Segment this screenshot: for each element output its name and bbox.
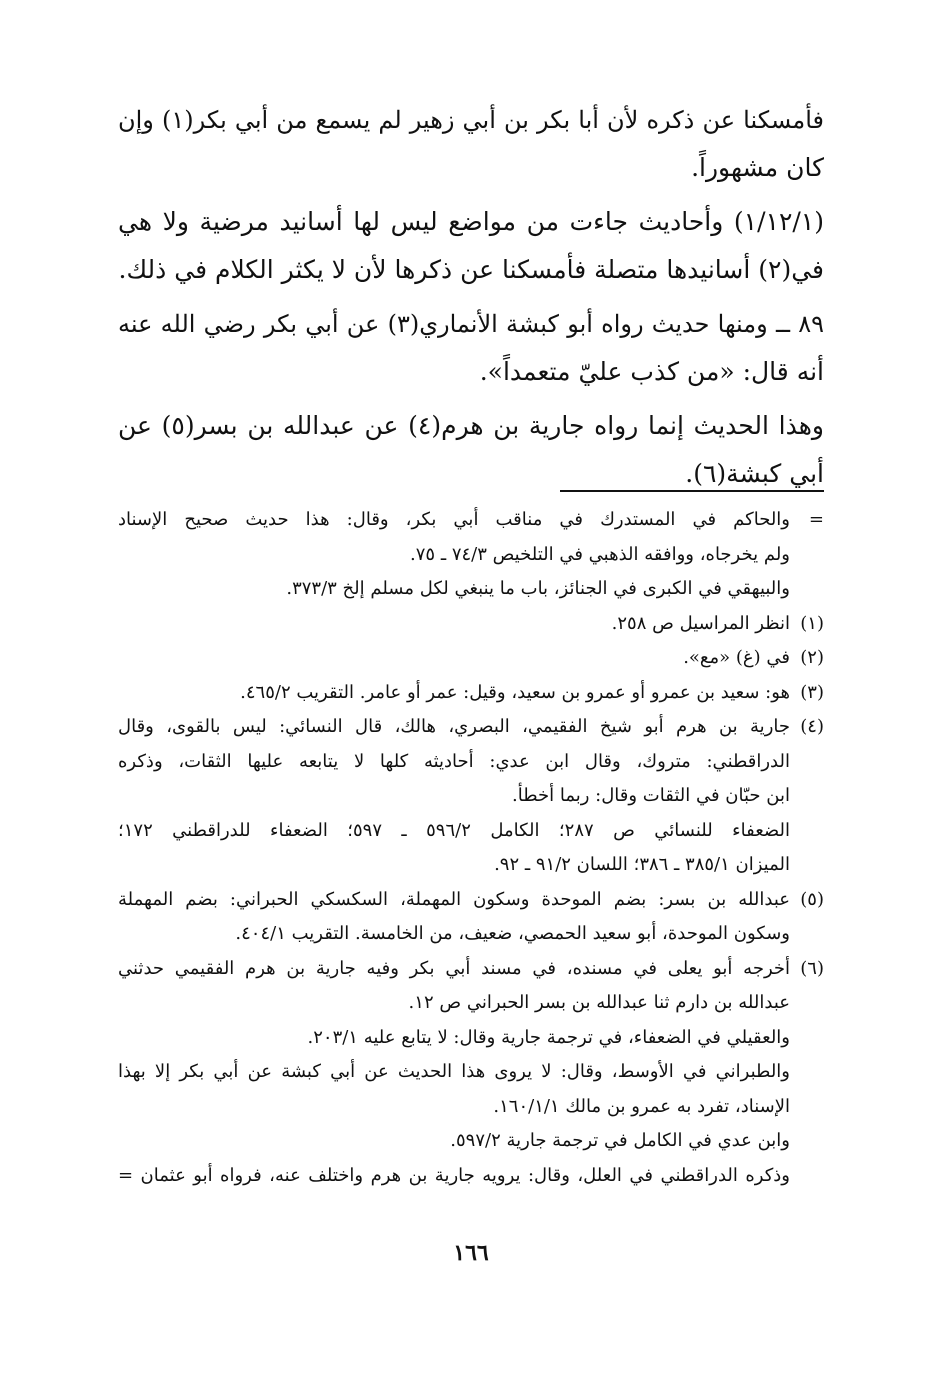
main-text-line: أنه قال: «من كذب عليّ متعمداً». (479, 357, 824, 386)
footnote-text: الإسناد، تفرد به عمرو بن مالك ١٦٠/١/١. (493, 1095, 790, 1117)
footnote-line (118, 503, 824, 538)
footnote-text: والطبراني في الأوسط، وقال: لا يروى هذا الحديث عن أبي كبشة عن أبي بكر إلا بهذا (118, 1061, 790, 1082)
footnote-text: عبدالله بن دارم ثنا عبدالله بن بسر الحبراني ص ١٢. (408, 992, 790, 1013)
footnote-text: انظر المراسيل ص ٢٥٨. (611, 612, 790, 634)
footnote-line (118, 986, 824, 1021)
footnote-line (118, 1055, 824, 1090)
footnote-text: جارية بن هرم أبو شيخ الفقيمي، البصري، هالك، قال النسائي: ليس بالقوى، وقال (118, 716, 790, 737)
footnote-text: وابن عدي في الكامل في ترجمة جارية ٥٩٧/٢. (450, 1130, 790, 1151)
footnote-line (118, 710, 824, 745)
main-text (118, 96, 824, 498)
footnote-text: الدراقطني: متروك، وقال ابن عدي: أحاديثه كلها لا يتابعه عليها الثقات، وذكره (118, 750, 790, 772)
footnote-text: عبدالله بن بسر: بضم الموحدة وسكون المهملة، السكسكي الحبراني: بضم المهملة (118, 888, 790, 910)
footnote-line (118, 607, 824, 642)
footnote-line (118, 538, 824, 573)
main-text-line: في(٢) أسانيدها متصلة فأمسكنا عن ذكرها لأن لا يكثر الكلام في ذلك. (118, 255, 824, 284)
footnote-line (118, 848, 824, 883)
footnote-line (118, 814, 824, 849)
footnote-line (118, 1021, 824, 1056)
footnote-marker: (١) (800, 612, 824, 634)
footnote-text: هو: سعيد بن عمرو أو عمرو بن سعيد، وقيل: عمر أو عامر. التقريب ٤٦٥/٢. (240, 681, 790, 703)
footnote-line (118, 676, 824, 711)
footnote-text: وسكون الموحدة، أبو سعيد الحمصي، ضعيف، من الخامسة. التقريب ٤٠٤/١. (235, 923, 790, 944)
footnote-text: والعقيلي في الضعفاء، في ترجمة جارية وقال: لا يتابع عليه ٢٠٣/١. (307, 1026, 790, 1048)
main-text-line: (١/١٢/١) وأحاديث جاءت من مواضع ليس لها أسانيد مرضية ولا هي (118, 207, 824, 236)
footnote-text: الضعفاء للنسائي ص ٢٨٧؛ الكامل ٥٩٦/٢ ـ ٥٩٧؛ الضعفاء للدراقطني ١٧٢؛ (118, 819, 790, 841)
main-text-line: أبي كبشة(٦). (685, 459, 824, 488)
page-number: ١٦٦ (453, 1240, 489, 1266)
footnote-text: ابن حبّان في الثقات وقال: ربما أخطأ. (512, 785, 790, 806)
main-text-line: ٨٩ ــ ومنها حديث رواه أبو كبشة الأنماري(٣) عن أبي بكر رضي الله عنه (118, 310, 824, 338)
main-text-line: فأمسكنا عن ذكره لأن أبا بكر بن أبي زهير لم يسمع من أبي بكر(١) وإن (118, 106, 824, 134)
footnote-line (118, 641, 824, 676)
footnote-marker: (٦) (800, 957, 824, 979)
footnote-line (118, 779, 824, 814)
footnote-line (118, 952, 824, 987)
footnote-separator (560, 490, 824, 492)
footnote-text: في (غ) «مع». (683, 647, 790, 668)
footnote-line (118, 1090, 824, 1125)
footnote-line (118, 917, 824, 952)
footnote-text: وذكره الدراقطني في العلل، وقال: يرويه جارية بن هرم واختلف عنه، فرواه أبو عثمان = (118, 1164, 790, 1186)
footnote-marker: (٤) (800, 716, 824, 737)
footnote-text: ولم يخرجاه، ووافقه الذهبي في التلخيص ٧٤/٣ ـ ٧٥. (410, 543, 790, 565)
footnote-marker: (٥) (800, 888, 824, 910)
main-text-line: وهذا الحديث إنما رواه جارية بن هرم(٤) عن عبدالله بن بسر(٥) عن (118, 411, 824, 440)
footnote-marker: (٢) (800, 647, 824, 668)
footnote-text: والبيهقي في الكبرى في الجنائز، باب ما ينبغي لكل مسلم إلخ ٣٧٣/٣. (286, 578, 790, 599)
footnote-text: الميزان ٣٨٥/١ ـ ٣٨٦؛ اللسان ٩١/٢ ـ ٩٢. (494, 854, 790, 875)
footnote-line (118, 1159, 824, 1194)
main-text-line: كان مشهوراً. (691, 153, 824, 182)
footnote-marker: = (808, 509, 824, 530)
footnote-line (118, 572, 824, 607)
footnote-text: والحاكم في المستدرك في مناقب أبي بكر، وقال: هذا حديث صحيح الإسناد (118, 509, 790, 530)
footnote-line (118, 1124, 824, 1159)
footnote-marker: (٣) (800, 681, 824, 703)
footnote-text: أخرجه أبو يعلى في مسنده، في مسند أبي بكر وفيه جارية بن هرم الفقيمي حدثني (118, 957, 790, 979)
footnote-line (118, 883, 824, 918)
footnotes (118, 503, 824, 1193)
footnote-line (118, 745, 824, 780)
